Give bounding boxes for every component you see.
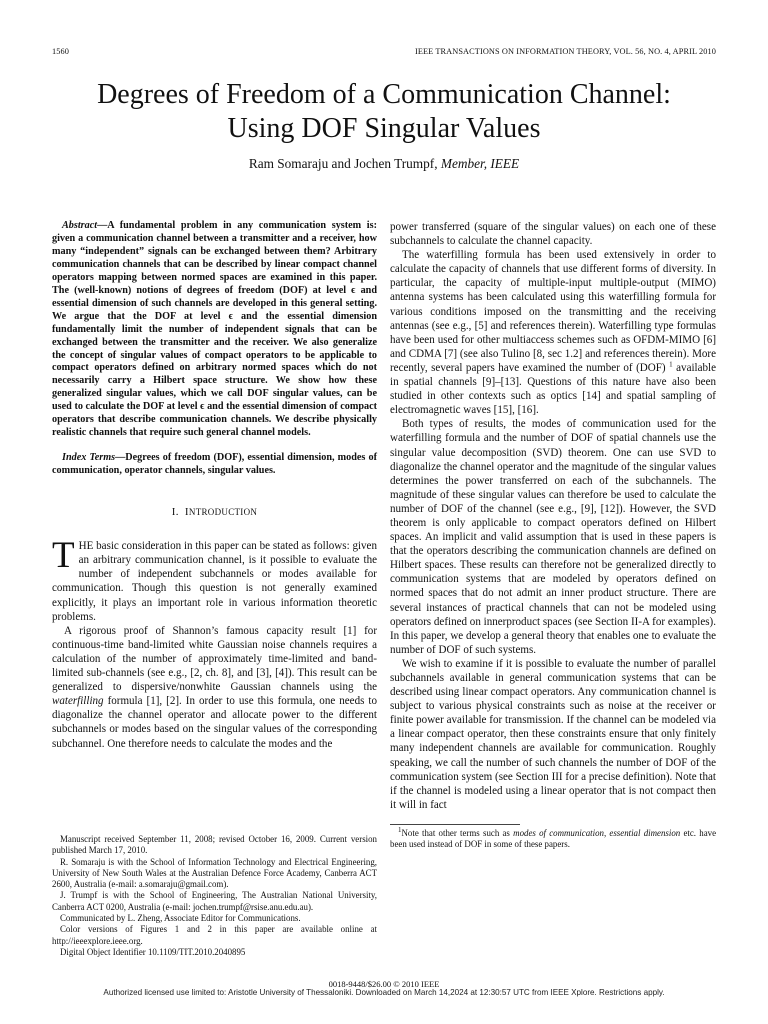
footnote-rule [390, 824, 520, 825]
paragraph-text: The waterfilling formula has been used extensively in order to calculate the capacity of channels that use different forms of diversity. In particular, the capacity of multiple-input multiple-output (MIMO) antenna systems has been calculated using this waterfilling formula for various conditions imposed on the transmitting and the receiving antennas (see e.g., [5] and references therein). Waterfilling type formulas have been used for other multiaccess schemes such as OFDM-MIMO [6] and CDMA [7] (see also Tulino [8, sec 1.2] and references therein). More recently, several papers have examined the number of (DOF) [390, 249, 716, 374]
authors [0, 156, 768, 172]
paper-title-line-2: Using DOF Singular Values [227, 113, 541, 144]
copyright-line: 0018-9448/$26.00 © 2010 IEEE [328, 979, 440, 989]
footnote: Communicated by L. Zheng, Associate Editor for Communications. [60, 913, 301, 924]
running-head [52, 47, 716, 56]
license-notice: Authorized licensed use limited to: Aristotle University of Thessaloniki. Downloaded on March 14,2024 at 12:30:57 UTC from IEEE Xplore. Restrictions apply. [103, 988, 665, 997]
left-column [52, 220, 377, 751]
abstract-lead: Abstract [62, 220, 98, 231]
author-names: Ram Somaraju and Jochen Trumpf, [248, 156, 438, 171]
paragraph: power transferred (square of the singular values) on each one of these subchannels to calculate the channel capacity. [390, 221, 716, 248]
footnote: Color versions of Figures 1 and 2 in this paper are available online at http://ieeexplore.ieee.org. [52, 924, 377, 946]
index-terms-text: —Degrees of freedom (DOF), essential dimension, modes of communication, operator channels, singular values. [52, 452, 377, 477]
index-terms [52, 452, 377, 478]
footnote-number: 1 [398, 826, 402, 835]
paragraph: Both types of results, the modes of communication used for the waterfilling formula and the number of DOF of spatial channels use the singular value decomposition (SVD) theorem. One can use SVD to diagonalize the channel operator and the magnitude of the singular values determines the power transferred on each of the subchannels. The magnitude of these singular values can therefore be used to calculate the number of DOF of the channel (see e.g., [9], [12]). However, the SVD theorem is only applicable to compact operators defined on Hilbert spaces. An implicit and valid assumption that is used in these papers is that the operators describing the communication channels are defined on Hilbert spaces. These results can therefore not be generalized directly to communication systems that are modeled by operators defined on normed spaces that do not admit an inner product structure. There are several instances of practical channels that can not be modeled using operators defined on innerproduct spaces (see Section II-A for examples). In this paper, we develop a general theory that enables one to evaluate the number of DOF of such systems. [390, 418, 716, 656]
abstract-text: —A fundamental problem in any communication system is: given a communication channel between a transmitter and a receiver, how many “independent” signals can be exchanged between them? Arbitrary communication channels that can be described by linear compact channel operators mapping between normed spaces are examined in this paper. The (well-known) notions of degrees of freedom (DOF) at level ϵ and essential dimension of such channels are developed in this general setting. We argue that the DOF at level ϵ and the essential dimension fundamentally limit the number of independent signals that can be exchanged between the transmitter and the receiver. We also generalize the concept of singular values of compact operators to be applicable to compact operators defined on arbitrary normed spaces which do not necessarily carry a Hilbert space structure. We show how these generalized singular values, which we call DOF singular values, can be used to calculate the DOF at level ϵ and the essential dimension of compact operators that describe communication channels. We describe physically realistic channels that require such general channel models. [52, 220, 377, 439]
footnote-text: etc. have been used instead of DOF in some of these papers. [390, 828, 717, 850]
introduction-body [52, 535, 377, 750]
abstract [52, 220, 377, 440]
emphasis-text: waterfilling [52, 695, 104, 708]
paragraph-text: available in spatial channels [9]–[13]. Questions of this nature have also been studied in other contexts such as optics [14] and spatial sampling of electromagnetic waves [15], [16]. [390, 361, 717, 417]
section-number: I. [171, 506, 179, 519]
footnote: Digital Object Identifier 10.1109/TIT.2010.2040895 [60, 946, 246, 957]
footnote-marker: 1 [669, 360, 673, 369]
section-first-letter: I [184, 506, 189, 519]
author-membership: Member, IEEE [440, 156, 520, 171]
journal-name: IEEE TRANSACTIONS ON INFORMATION THEORY, VOL. 56, NO. 4, APRIL 2010 [414, 47, 716, 56]
title-block [0, 78, 768, 172]
footnote: J. Trumpf is with the School of Engineering, The Australian National University, Canberra ACT 0200, Australia (e-mail: jochen.trumpf@rsise.anu.edu.au). [52, 890, 377, 912]
section-title-rest: NTRODUCTION [188, 507, 258, 518]
footnote-text: Note that other terms such as [401, 828, 510, 838]
paragraph [52, 624, 377, 751]
page-number: 1560 [52, 47, 69, 56]
footnote: Manuscript received September 11, 2008; revised October 16, 2009. Current version published March 17, 2010. [52, 834, 377, 856]
index-terms-lead: Index Terms [62, 452, 116, 464]
drop-cap: T [52, 535, 75, 577]
paragraph-text: A rigorous proof of Shannon’s famous capacity result [1] for continuous-time band-limited white Gaussian noise channels requires a calculation of the number of approximately time-limited and band-limited sub-channels (see e.g., [2, ch. 8], and [3], [4]). This result can be generalized to dispersive/nonwhite Gaussian channels using the [52, 624, 377, 694]
footnote-emphasis: modes of communication, essential dimension [513, 828, 681, 838]
paragraph-text: formula [1], [2]. In order to use this formula, one needs to diagonalize the channel operator and allocate power to the different subchannels or modes based on the singular values of the corresponding subchannel. One therefore needs to calculate the modes and the [52, 695, 377, 750]
paragraph-text: HE basic consideration in this paper can be stated as follows: given an arbitrary communication channel, is it possible to evaluate the number of independent subchannels or modes available for communication. Though this question is not generally examined explicitly, it plays an important role in various information theoretic problems. [52, 540, 377, 623]
right-column [390, 220, 716, 812]
footnote: R. Somaraju is with the School of Information Technology and Electrical Engineering, University of New South Wales at the Australian Defence Force Academy, Canberra ACT 2600, Australia (e-mail: a.somaraju@gmail.com). [52, 856, 377, 890]
section-heading [52, 505, 377, 519]
paragraph [52, 535, 377, 624]
paragraph: We wish to examine if it is possible to evaluate the number of parallel subchannels available in general communication systems that can be described using linear compact operators. Any communication channel is subject to various physical constraints such as noise at the receiver or finite power available for transmission. If the channel can be modeled via a linear compact operator, then these constraints ensure that only finitely many independent channels are available for communication. Roughly speaking, we call the number of such channels the number of DOF of the communication system (see Section III for a precise definition). Note that if the channel is modeled using a linear operator that is not compact then it will in fact [390, 657, 716, 811]
paragraph [390, 248, 716, 417]
manuscript-footnotes [52, 834, 377, 958]
footnote-1 [390, 828, 716, 851]
paper-title-line-1: Degrees of Freedom of a Communication Channel: [97, 79, 671, 110]
